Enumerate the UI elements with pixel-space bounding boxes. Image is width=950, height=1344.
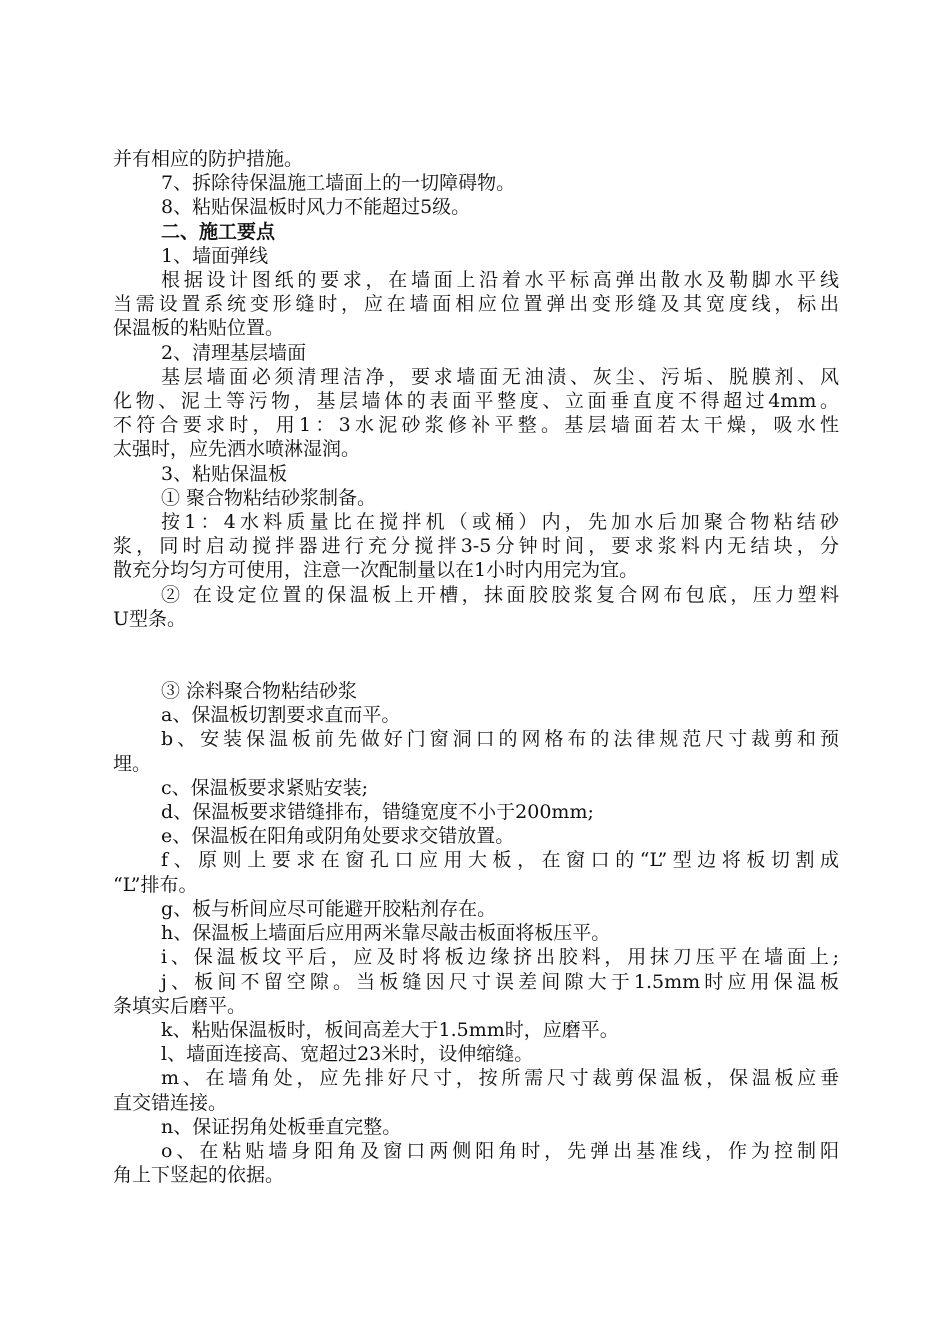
text-line: 按1：4水料质量比在搅拌机（或桶）内，先加水后加聚合物粘结砂 (161, 511, 839, 534)
text-line: “L”排布。 (113, 873, 198, 896)
text-line: n、保证拐角处板垂直完整。 (161, 1115, 402, 1138)
text-line: d、保温板要求错缝排布，错缝宽度不小于200mm; (161, 801, 594, 824)
text-line: o、在粘贴墙身阳角及窗口两侧阳角时，先弹出基准线，作为控制阳 (161, 1139, 839, 1162)
text-line: l、墙面连接高、宽超过23米时，设伸缩缝。 (161, 1043, 534, 1066)
text-line: 埋。 (113, 752, 152, 775)
text-line: 化物、泥土等污物，基层墙体的表面平整度、立面垂直度不得超过4mm。 (113, 390, 839, 413)
text-line: a、保温板切割要求直而平。 (161, 704, 401, 727)
text-line: 并有相应的防护措施。 (113, 148, 304, 170)
text-line: m、在墙角处，应先排好尺寸，按所需尺寸裁剪保温板，保温板应垂 (161, 1067, 839, 1090)
text-line: U型条。 (113, 607, 187, 630)
text-line: g、板与析间应尽可能避开胶粘剂存在。 (161, 897, 497, 920)
section-heading: 二、施工要点 (161, 220, 276, 243)
blank-gap (113, 631, 839, 679)
document-body (113, 147, 839, 1187)
text-line: j、板间不留空隙。当板缝因尺寸误差间隙大于1.5mm时应用保温板 (161, 970, 839, 993)
text-line: e、保温板在阳角或阴角处要求交错放置。 (161, 825, 515, 848)
text-line: 散充分均匀方可使用，注意一次配制量以在1小时内用完为宜。 (113, 559, 639, 582)
text-line: c、保温板要求紧贴安装; (161, 776, 369, 799)
text-line: ② 在设定位置的保温板上开槽，抹面胶胶浆复合网布包底，压力塑料 (161, 583, 839, 606)
text-line: 保温板的粘贴位置。 (113, 317, 285, 340)
text-line: 直交错连接。 (113, 1091, 228, 1114)
text-line: f、原则上要求在窗孔口应用大板，在窗口的“L”型边将板切割成 (161, 849, 839, 872)
text-line: 7、拆除待保温施工墙面上的一切障碍物。 (161, 172, 516, 195)
text-line: 角上下竖起的依据。 (113, 1164, 285, 1187)
text-line: 太强时，应先洒水喷淋湿润。 (113, 438, 361, 461)
text-line: ① 聚合物粘结砂浆制备。 (161, 486, 377, 509)
text-line: 当需设置系统变形缝时，应在墙面相应位置弹出变形缝及其宽度线，标出 (113, 293, 839, 316)
text-line: i、保温板坟平后，应及时将板边缘挤出胶料，用抹刀压平在墙面上; (161, 946, 839, 969)
text-line: 条填实后磨平。 (113, 994, 247, 1017)
text-line: h、保温板上墙面后应用两米靠尽敲击板面将板压平。 (161, 922, 611, 945)
text-line: 不符合要求时，用1：3水泥砂浆修补平整。基层墙面若太干燥，吸水性 (113, 414, 839, 437)
subsection-heading: 2、清理基层墙面 (161, 341, 307, 364)
text-line: 根据设计图纸的要求，在墙面上沿着水平标高弹出散水及勒脚水平线 (161, 269, 839, 292)
subsection-heading: 3、粘贴保温板 (161, 462, 288, 485)
text-line: 浆，同时启动搅拌器进行充分搅拌3-5分钟时间，要求浆料内无结块，分 (113, 535, 839, 558)
text-line: 8、粘贴保温板时风力不能超过5级。 (161, 196, 471, 219)
text-line: ③ 涂料聚合物粘结砂浆 (161, 680, 358, 703)
text-line: k、粘贴保温板时，板间高差大于1.5mm时，应磨平。 (161, 1018, 619, 1041)
text-line: b、安装保温板前先做好门窗洞口的网格布的法律规范尺寸裁剪和预 (161, 728, 839, 751)
subsection-heading: 1、墙面弹线 (161, 244, 269, 267)
text-line: 基层墙面必须清理洁净，要求墙面无油渍、灰尘、污垢、脱膜剂、风 (161, 365, 839, 388)
